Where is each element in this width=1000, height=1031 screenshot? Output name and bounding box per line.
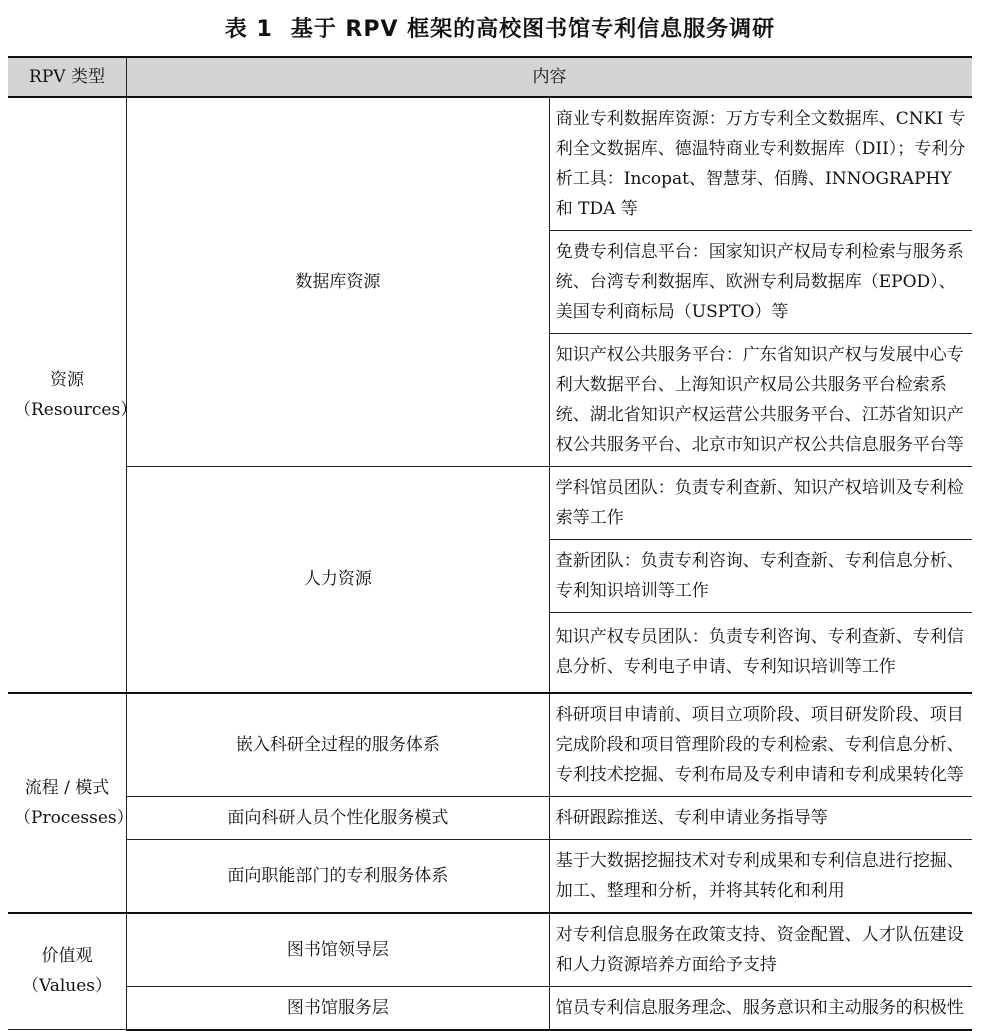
table-number: 表 1 [224,17,273,42]
row-label: 嵌入科研全过程的服务体系 [127,693,550,797]
group-label: 流程 / 模式 [24,777,110,798]
cell-content: 对专利信息服务在政策支持、资金配置、人才队伍建设和人力资源培养方面给予支持 [549,913,972,987]
table-row [8,796,972,839]
group-values [8,913,127,1030]
cell-content: 知识产权公共服务平台：广东省知识产权与发展中心专利大数据平台、上海知识产权局公共服务平台检索系统、湖北省知识产权运营公共服务平台、江苏省知识产权公共服务平台、北京市知识产权公共信息服务平台等 [549,334,972,467]
group-sublabel: （Processes） [14,807,134,828]
group-sublabel: （Values） [21,976,113,997]
cell-content: 馆员专利信息服务理念、服务意识和主动服务的积极性 [549,986,972,1030]
table-caption [0,12,1000,43]
cell-content: 科研跟踪推送、专利申请业务指导等 [549,796,972,839]
cell-content: 学科馆员团队：负责专利查新、知识产权培训及专利检索等工作 [549,467,972,540]
rpv-table [8,56,972,1031]
table-title: 基于 RPV 框架的高校图书馆专利信息服务调研 [290,17,776,42]
group-processes [8,693,134,913]
table-row [8,839,972,913]
row-label: 面向科研人员个性化服务模式 [127,796,550,839]
group-sublabel: （Resources） [14,399,138,420]
cell-content: 查新团队：负责专利咨询、专利查新、专利信息分析、专利知识培训等工作 [549,540,972,613]
table-row [8,986,972,1030]
cell-content: 商业专利数据库资源：万方专利全文数据库、CNKI 专利全文数据库、德温特商业专利数据库（DII）；专利分析工具：Incopat、智慧芽、佰腾、INNOGRAPHY 和 TDA 等 [549,97,972,231]
table-header-row [8,57,972,97]
cell-content: 免费专利信息平台：国家知识产权局专利检索与服务系统、台湾专利数据库、欧洲专利局数据库（EPOD）、美国专利商标局（USPTO）等 [549,231,972,334]
cell-content: 科研项目申请前、项目立项阶段、项目研发阶段、项目完成阶段和项目管理阶段的专利检索、专利信息分析、专利技术挖掘、专利布局及专利申请和专利成果转化等 [549,693,972,797]
cell-content: 知识产权专员团队：负责专利咨询、专利查新、专利信息分析、专利电子申请、专利知识培训等工作 [549,613,972,693]
table-row [8,693,972,797]
table-row [8,467,972,540]
row-label: 图书馆服务层 [127,986,550,1030]
subgroup-human: 人力资源 [127,467,550,693]
header-content: 内容 [127,57,973,97]
header-rpv-type: RPV 类型 [8,57,127,97]
table-row [8,97,972,231]
group-label: 价值观 [41,946,93,967]
subgroup-database: 数据库资源 [127,97,550,467]
table-row [8,913,972,987]
row-label: 面向职能部门的专利服务体系 [127,839,550,913]
group-resources [8,97,138,693]
group-label: 资源 [50,369,84,390]
row-label: 图书馆领导层 [127,913,550,987]
cell-content: 基于大数据挖掘技术对专利成果和专利信息进行挖掘、加工、整理和分析，并将其转化和利用 [549,839,972,913]
